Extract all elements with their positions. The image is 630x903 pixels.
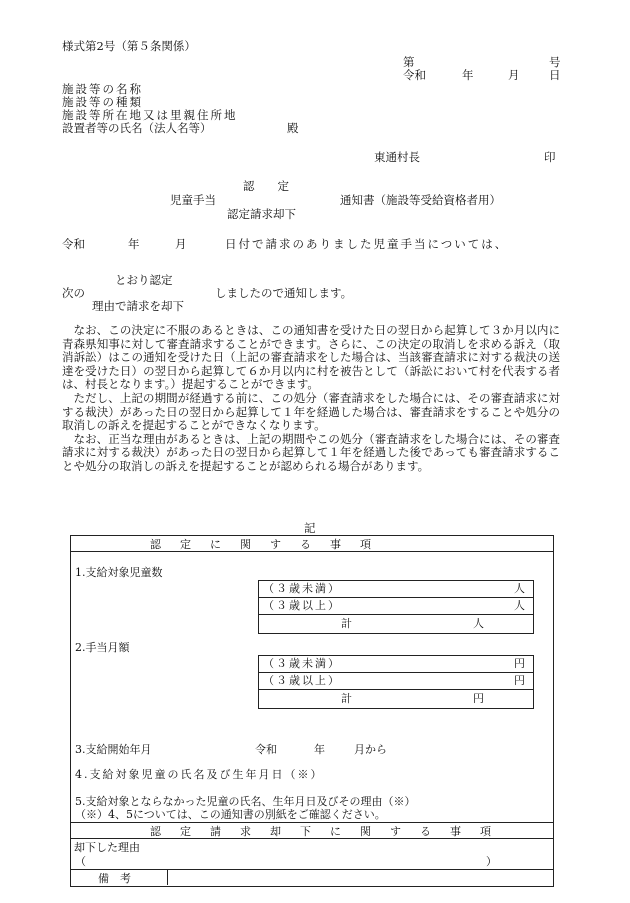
ki-mark: 記	[304, 521, 316, 535]
item2-row2-unit: 円	[514, 674, 525, 687]
facility-address-label: 施設等所在地又は里親住所地	[62, 108, 238, 122]
item1-row1-label: （３歳未満）	[263, 582, 341, 595]
issue-month: 月	[508, 68, 520, 82]
title-jidou-teate: 児童手当	[170, 193, 216, 207]
number-prefix: 第	[403, 55, 415, 69]
result-suffix: しましたので通知します。	[215, 286, 353, 300]
title-tsuchisho: 通知書（施設等受給資格者用）	[340, 193, 501, 207]
request-month: 月	[175, 237, 187, 251]
notice-paragraphs	[62, 324, 560, 474]
title-nintei: 認 定	[243, 179, 289, 193]
request-text: 日付で請求のありました児童手当については、	[225, 237, 509, 251]
form-title: 様式第2号（第５条関係）	[62, 39, 196, 53]
request-era: 令和	[62, 237, 85, 251]
item2-row1-unit: 円	[514, 657, 525, 670]
remarks-label: 備 考	[98, 872, 131, 885]
facility-name-label: 施設等の名称	[62, 82, 143, 96]
item3-year: 年	[314, 743, 325, 756]
seal-mark: 印	[544, 150, 556, 164]
item1-total-unit: 人	[473, 617, 484, 630]
number-suffix: 号	[549, 55, 561, 69]
item1-label: 1.支給対象児童数	[75, 566, 163, 579]
item1-row1-unit: 人	[514, 582, 525, 595]
kyakka-header: 認 定 請 求 却 下 に 関 す る 事 項	[150, 825, 495, 838]
result-kyakka: 理由で請求を却下	[92, 299, 184, 313]
request-year: 年	[128, 237, 140, 251]
item4-label: 4.支給対象児童の氏名及び生年月日（※）	[75, 768, 324, 781]
item1-row2-unit: 人	[514, 599, 525, 612]
item2-row1-label: （３歳未満）	[263, 657, 341, 670]
honorific: 殿	[287, 121, 299, 135]
issuer-name: 東通村長	[374, 150, 420, 164]
kyakka-reason-label: 却下した理由	[74, 841, 140, 854]
kyakka-paren-open: （	[75, 855, 86, 868]
item3-month: 月から	[354, 743, 387, 756]
founder-name-label: 設置者等の氏名（法人名等）	[62, 121, 212, 135]
result-prefix: 次の	[62, 286, 85, 300]
result-nintei: とおり認定	[115, 273, 173, 287]
title-kyakka: 認定請求却下	[227, 207, 296, 221]
notice-paragraph-3: なお、正当な理由があるときは、上記の期間やこの処分（審査請求をした場合には、その審査請求に対する裁決）があった日の翌日から起算して１年を経過した後であっても審査請求することや処分の取消しの訴えを提起することが認められる場合があります。	[62, 431, 560, 473]
item45-note: （※）4、5については、この通知書の別紙をご確認ください。	[75, 808, 386, 821]
item3-label: 3.支給開始年月	[75, 743, 152, 756]
nintei-header: 認 定 に 関 す る 事 項	[150, 538, 375, 551]
item2-total-label: 計	[341, 692, 352, 705]
item1-total-label: 計	[341, 617, 352, 630]
item1-row2-label: （３歳以上）	[263, 599, 341, 612]
issue-day: 日	[549, 68, 561, 82]
item2-total-unit: 円	[473, 692, 484, 705]
item3-era: 令和	[255, 743, 277, 756]
item2-label: 2.手当月額	[75, 641, 130, 654]
notice-paragraph-1: なお、この決定に不服のあるときは、この通知書を受けた日の翌日から起算して３か月以内に青森県知事に対して審査請求することができます。さらに、この決定の取消しを求める訴え（取消訴訟）はこの通知を受けた日（上記の審査請求をした場合は、当該審査請求に対する裁決の送達を受けた日）の翌日から起算して６か月以内に村を被告として（訴訟において村を代表する者は、村長となります。）提起することができます。	[62, 323, 560, 392]
issue-era: 令和	[403, 68, 426, 82]
issue-year: 年	[462, 68, 474, 82]
kyakka-paren-close: ）	[486, 855, 497, 868]
notice-paragraph-2: ただし、上記の期間が経過する前に、この処分（審査請求をした場合には、その審査請求に対する裁決）があった日の翌日から起算して１年を経過した場合は、審査請求をすることや処分の取消しの訴えを提起することができなくなります。	[62, 390, 560, 433]
item5-label: 5.支給対象とならなかった児童の氏名、生年月日及びその理由（※）	[75, 795, 416, 808]
item2-row2-label: （３歳以上）	[263, 674, 341, 687]
facility-type-label: 施設等の種類	[62, 95, 143, 109]
